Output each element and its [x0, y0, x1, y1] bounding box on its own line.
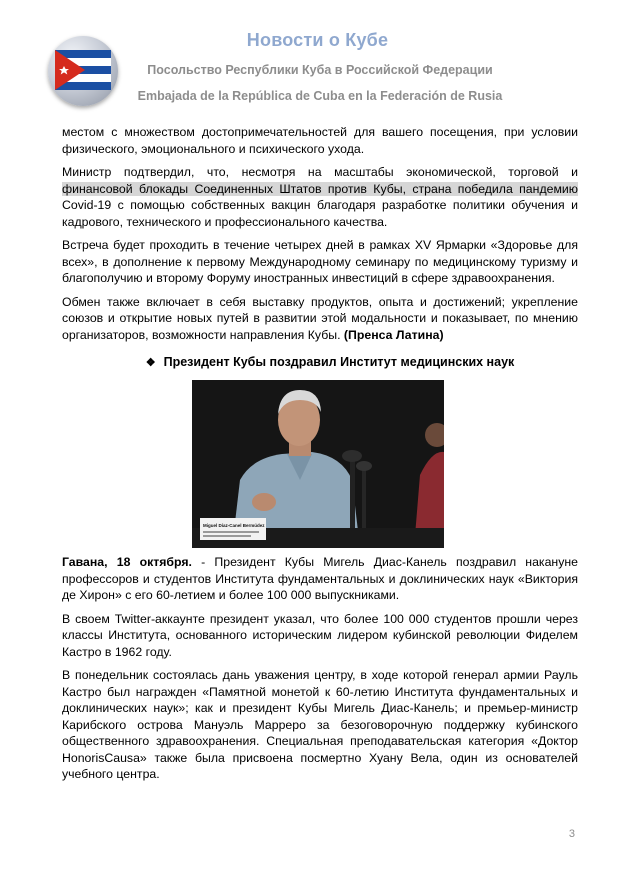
paragraph: Встреча будет проходить в течение четырех дней в рамках XV Ярмарки «Здоровье для всех», в дополнение к первому Международному семинару по медицинскому туризму и благополучию и второму Форуму иностранных инвестиций в сфере здравоохранения. [62, 238, 578, 285]
page-content [62, 124, 578, 783]
paragraph-text: Министр подтвердил, что, несмотря на масштабы экономической, торговой и [62, 165, 578, 179]
embassy-name-ru: Посольство Республики Куба в Российской Федерации [147, 63, 493, 77]
article-title: Президент Кубы поздравил Институт медицинских наук [163, 355, 515, 369]
paragraph: В понедельник состоялась дань уважения центру, в ходе которой генерал армии Рауль Кастро был награжден «Памятной монетой к 60-летию Института фундаментальных и доклинических наук»; как и президент Кубы Мигель Диас-Канель; и премьер-министр Карибского острова Мануэль Марреро за безоговорочную поддержку кубинского общественного здравоохранения. Специальная преподавательская категория «Доктор HonorisCausa» также была присвоена посмертно Хуану Вела, один из основателей учебного центра. [62, 668, 578, 781]
paragraph-text: Covid-19 с помощью собственных вакцин благодаря разработке политики обучения и кадрового, технического и профессионального качества. [62, 198, 578, 229]
source-label: (Пренса Латина) [343, 327, 444, 342]
paragraph-text: - Президент Кубы Мигель Диас-Канель поздравил накануне профессоров и студентов Института фундаментальных и доклинических наук «Виктория де Хирон» с его 60-летием и более 100 000 выпускниками. [62, 555, 578, 602]
paragraph: В своем Twitter-аккаунте президент указал, что более 100 000 студентов прошли через классы Института, основанного историческим лидером кубинской революции Фиделем Кастро в 1962 году. [62, 611, 578, 659]
highlighted-text: финансовой блокады Соединенных Штатов против Кубы, страна победила пандемию [62, 181, 578, 196]
paragraph-text: Обмен также включает в себя выставку продуктов, опыта и достижений; укрепление союзов и открытие новых путей в развитии этой модальности и показывает, по мнению организаторов, возможности направления Кубы. [62, 294, 578, 342]
page-header [0, 0, 619, 118]
paragraph [62, 554, 578, 604]
paragraph [62, 294, 578, 344]
nameplate-text: Miguel Díaz-Canel Bermúdez [203, 523, 265, 528]
diamond-bullet-icon: ❖ [145, 357, 156, 369]
newsletter-title: Новости о Кубе [246, 30, 389, 50]
paragraph [62, 164, 578, 230]
article-photo [192, 380, 444, 548]
embassy-name-es: Embajada de la República de Cuba en la Federación de Rusia [137, 89, 503, 103]
page-number: 3 [568, 828, 575, 840]
cuba-flag-globe-icon [48, 36, 118, 106]
dateline: Гавана, 18 октября. [62, 555, 192, 569]
paragraph: местом с множеством достопримечательностей для вашего посещения, при условии физического, эмоционального и психического ухода. [62, 125, 578, 156]
article-heading [62, 355, 578, 369]
